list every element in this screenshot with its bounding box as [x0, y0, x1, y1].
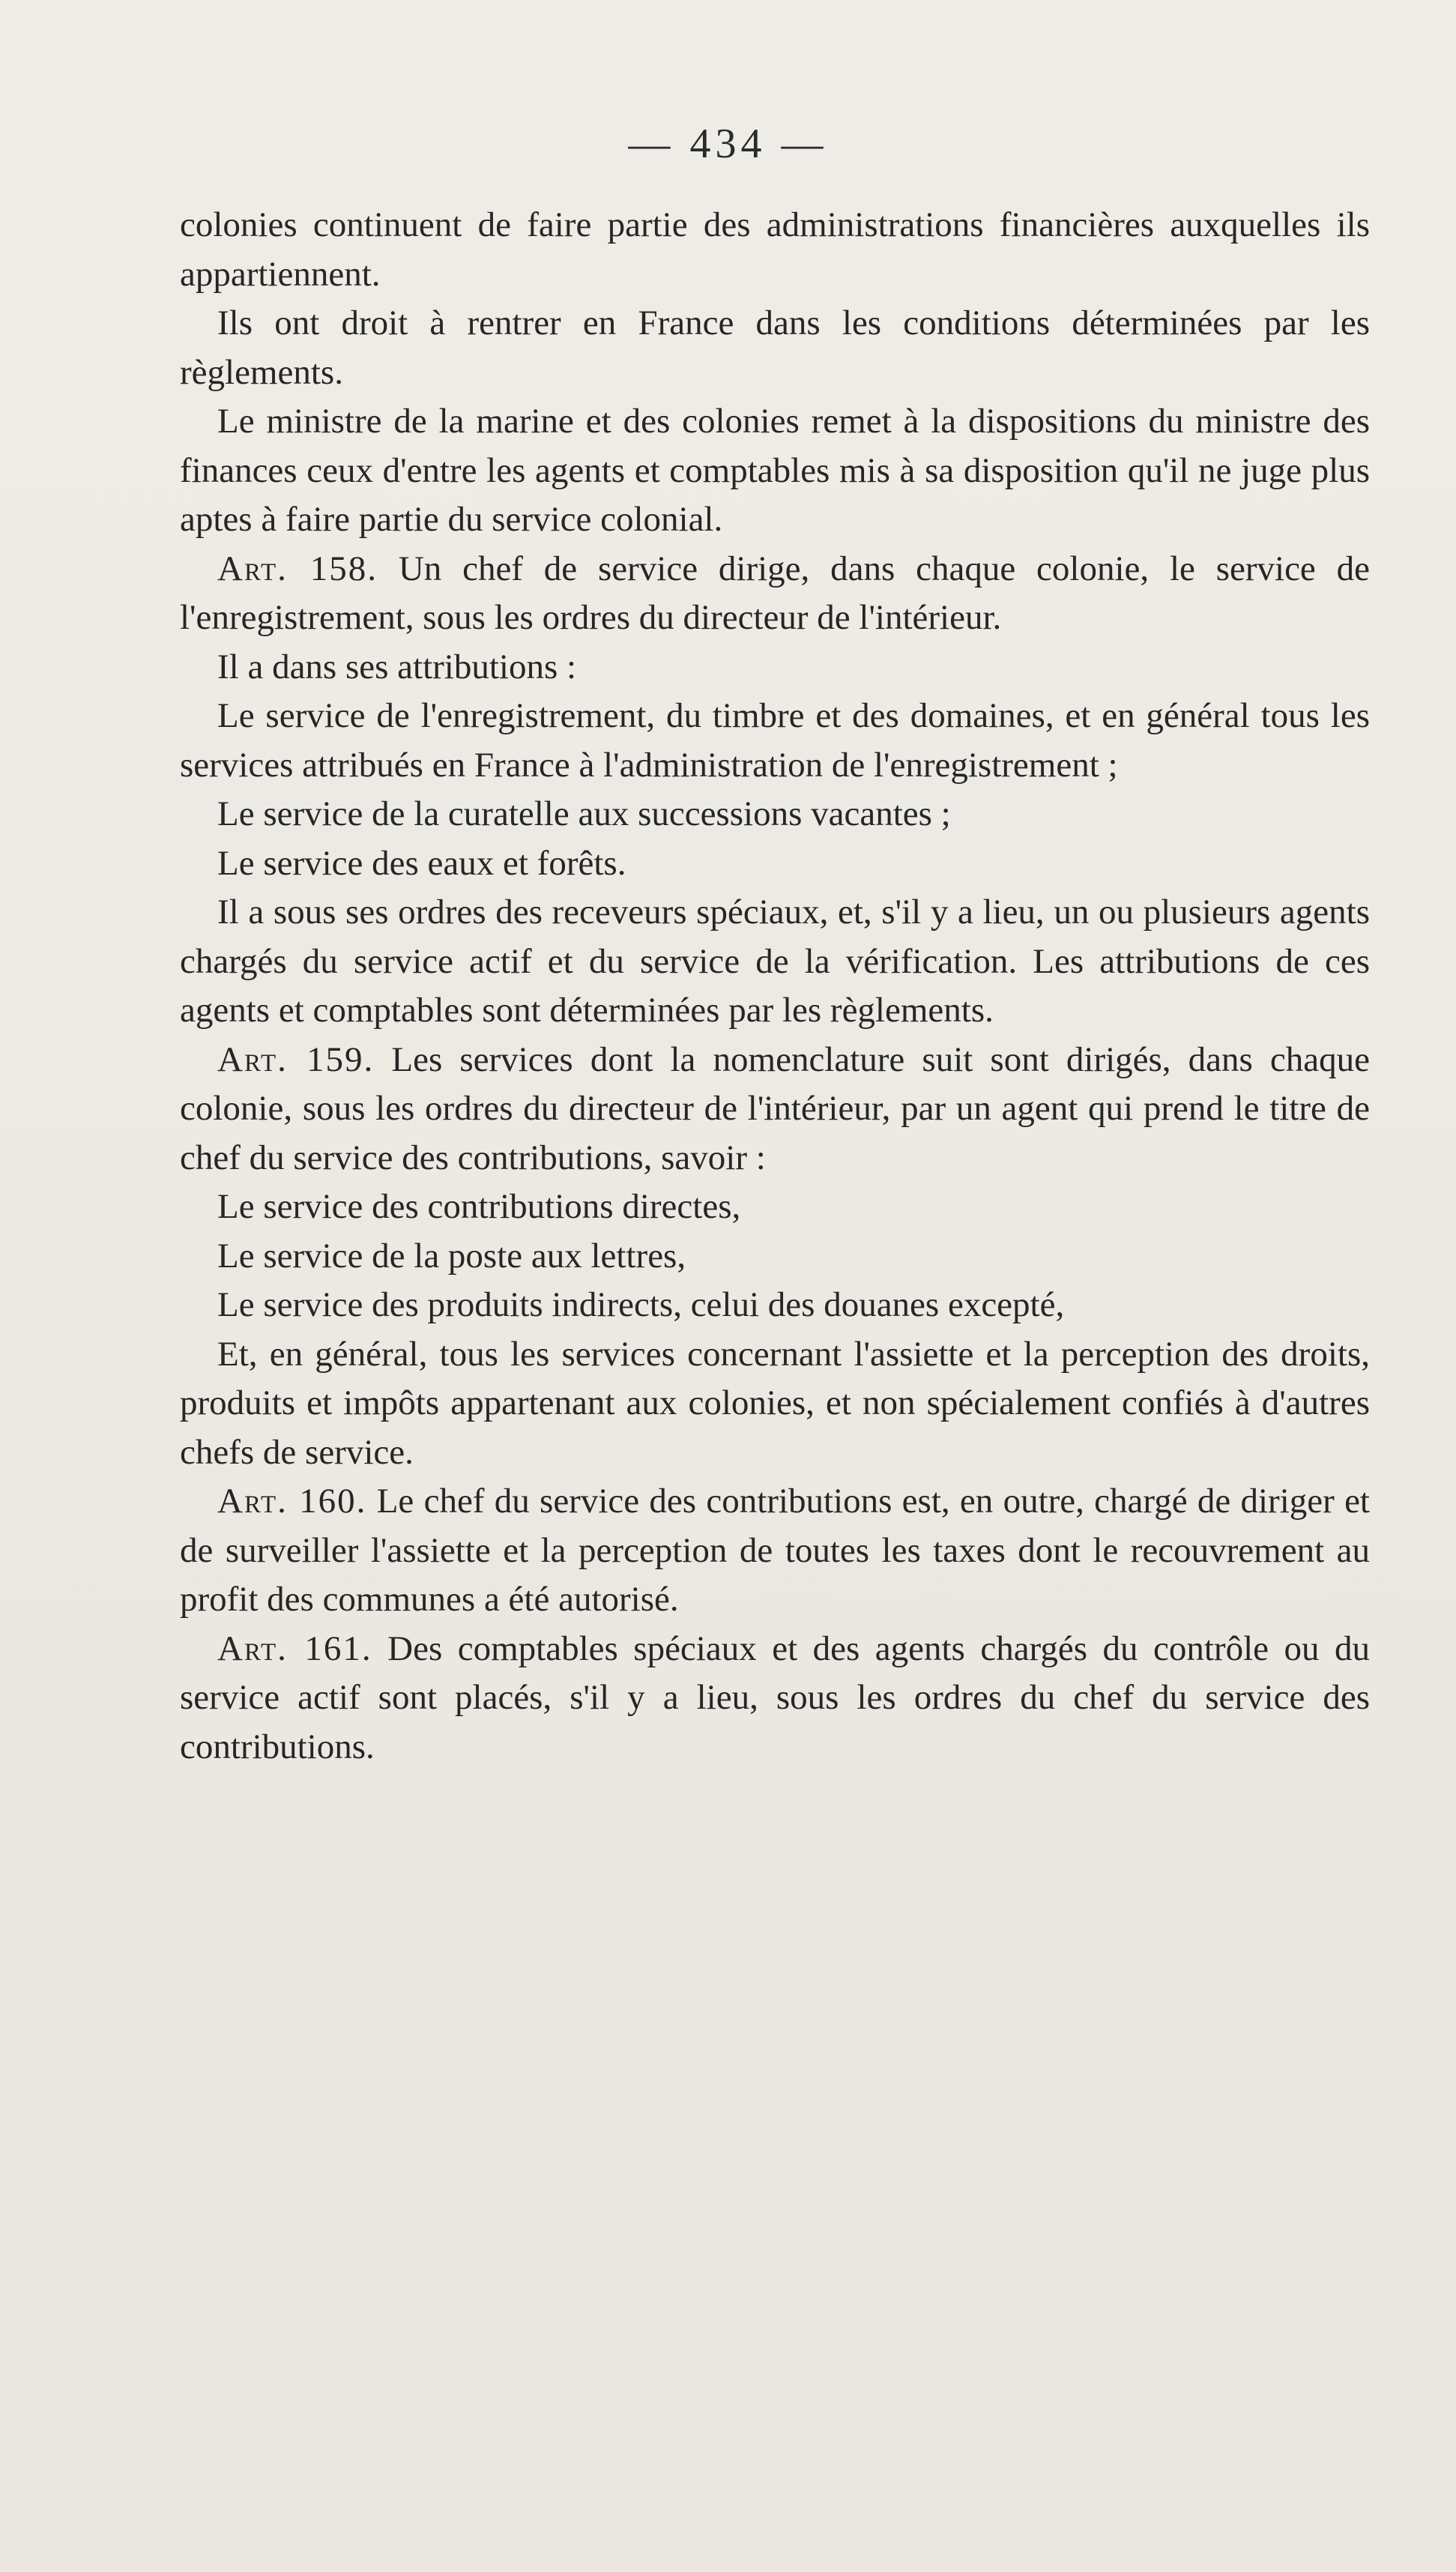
page-number: — 434 — — [628, 121, 828, 167]
paragraph — [180, 1232, 1370, 1282]
paragraph — [180, 643, 1370, 692]
paragraph-text: Ils ont droit à rentrer en France dans les conditions déterminées par les règlements. — [180, 304, 1370, 392]
paragraph-text: Il a dans ses attributions : — [217, 647, 577, 686]
paragraph — [180, 201, 1370, 299]
paragraph-text: Les services dont la nomenclature suit sont dirigés, dans chaque colonie, sous les ordres du directeur de l'intérieur, par un agent qui prend le titre de chef du service des contributions, savoir : — [180, 1039, 1371, 1177]
article-paragraph — [180, 1036, 1370, 1183]
paragraph-text: Le service des contributions directes, — [217, 1187, 741, 1226]
paragraph-text: Le chef du service des contributions est, en outre, chargé de diriger et de surveiller l'assiette et la perception de toutes les taxes dont le recouvrement au profit des communes a été autorisé. — [180, 1482, 1370, 1619]
paragraph — [180, 1183, 1370, 1232]
article-paragraph — [180, 1477, 1370, 1625]
paragraph-text: Le service de la poste aux lettres, — [217, 1236, 686, 1276]
paragraph-text: Le service de la curatelle aux successions vacantes ; — [217, 794, 951, 833]
paragraph — [180, 299, 1370, 397]
paragraph — [180, 397, 1370, 545]
article-label: Art. 160. — [217, 1482, 367, 1521]
article-label: Art. 161. — [217, 1628, 372, 1668]
paragraph-text: Le ministre de la marine et des colonies remet à la dispositions du ministre des finances ceux d'entre les agents et comptables mis à sa disposition qu'il ne juge plus aptes à faire partie du service colonial. — [180, 402, 1370, 539]
paragraph-text: Le service de l'enregistrement, du timbre et des domaines, et en général tous les services attribués en France à l'administration de l'enregistrement ; — [180, 696, 1370, 785]
paragraph — [180, 790, 1370, 839]
paragraph-text: Des comptables spéciaux et des agents chargés du contrôle ou du service actif sont placés, s'il y a lieu, sous les ordres du chef du service des contributions. — [180, 1628, 1370, 1766]
article-label: Art. 159. — [217, 1039, 375, 1079]
body-text — [180, 201, 1370, 1772]
article-paragraph — [180, 545, 1370, 643]
paragraph — [180, 1281, 1370, 1330]
paragraph-text: Le service des eaux et forêts. — [217, 843, 626, 883]
paragraph — [180, 1330, 1370, 1478]
paragraph — [180, 888, 1370, 1036]
paragraph-text: Un chef de service dirige, dans chaque colonie, le service de l'enregistrement, sous les ordres du directeur de l'intérieur. — [180, 549, 1370, 637]
paragraph — [180, 839, 1370, 889]
article-paragraph — [180, 1625, 1370, 1772]
article-label: Art. 158. — [217, 549, 378, 588]
paragraph-text: Et, en général, tous les services concernant l'assiette et la perception des droits, produits et impôts appartenant aux colonies, et non spécialement confiés à d'autres chefs de service. — [180, 1334, 1370, 1472]
paragraph-text: Le service des produits indirects, celui des douanes excepté, — [217, 1285, 1065, 1324]
paragraph — [180, 692, 1370, 790]
paragraph-text: colonies continuent de faire partie des administrations financières auxquelles ils appartiennent. — [180, 205, 1370, 294]
paragraph-text: Il a sous ses ordres des receveurs spéciaux, et, s'il y a lieu, un ou plusieurs agents chargés du service actif et du service de la vérification. Les attributions de ces agents et comptables sont déterminées par les règlements. — [180, 893, 1370, 1030]
